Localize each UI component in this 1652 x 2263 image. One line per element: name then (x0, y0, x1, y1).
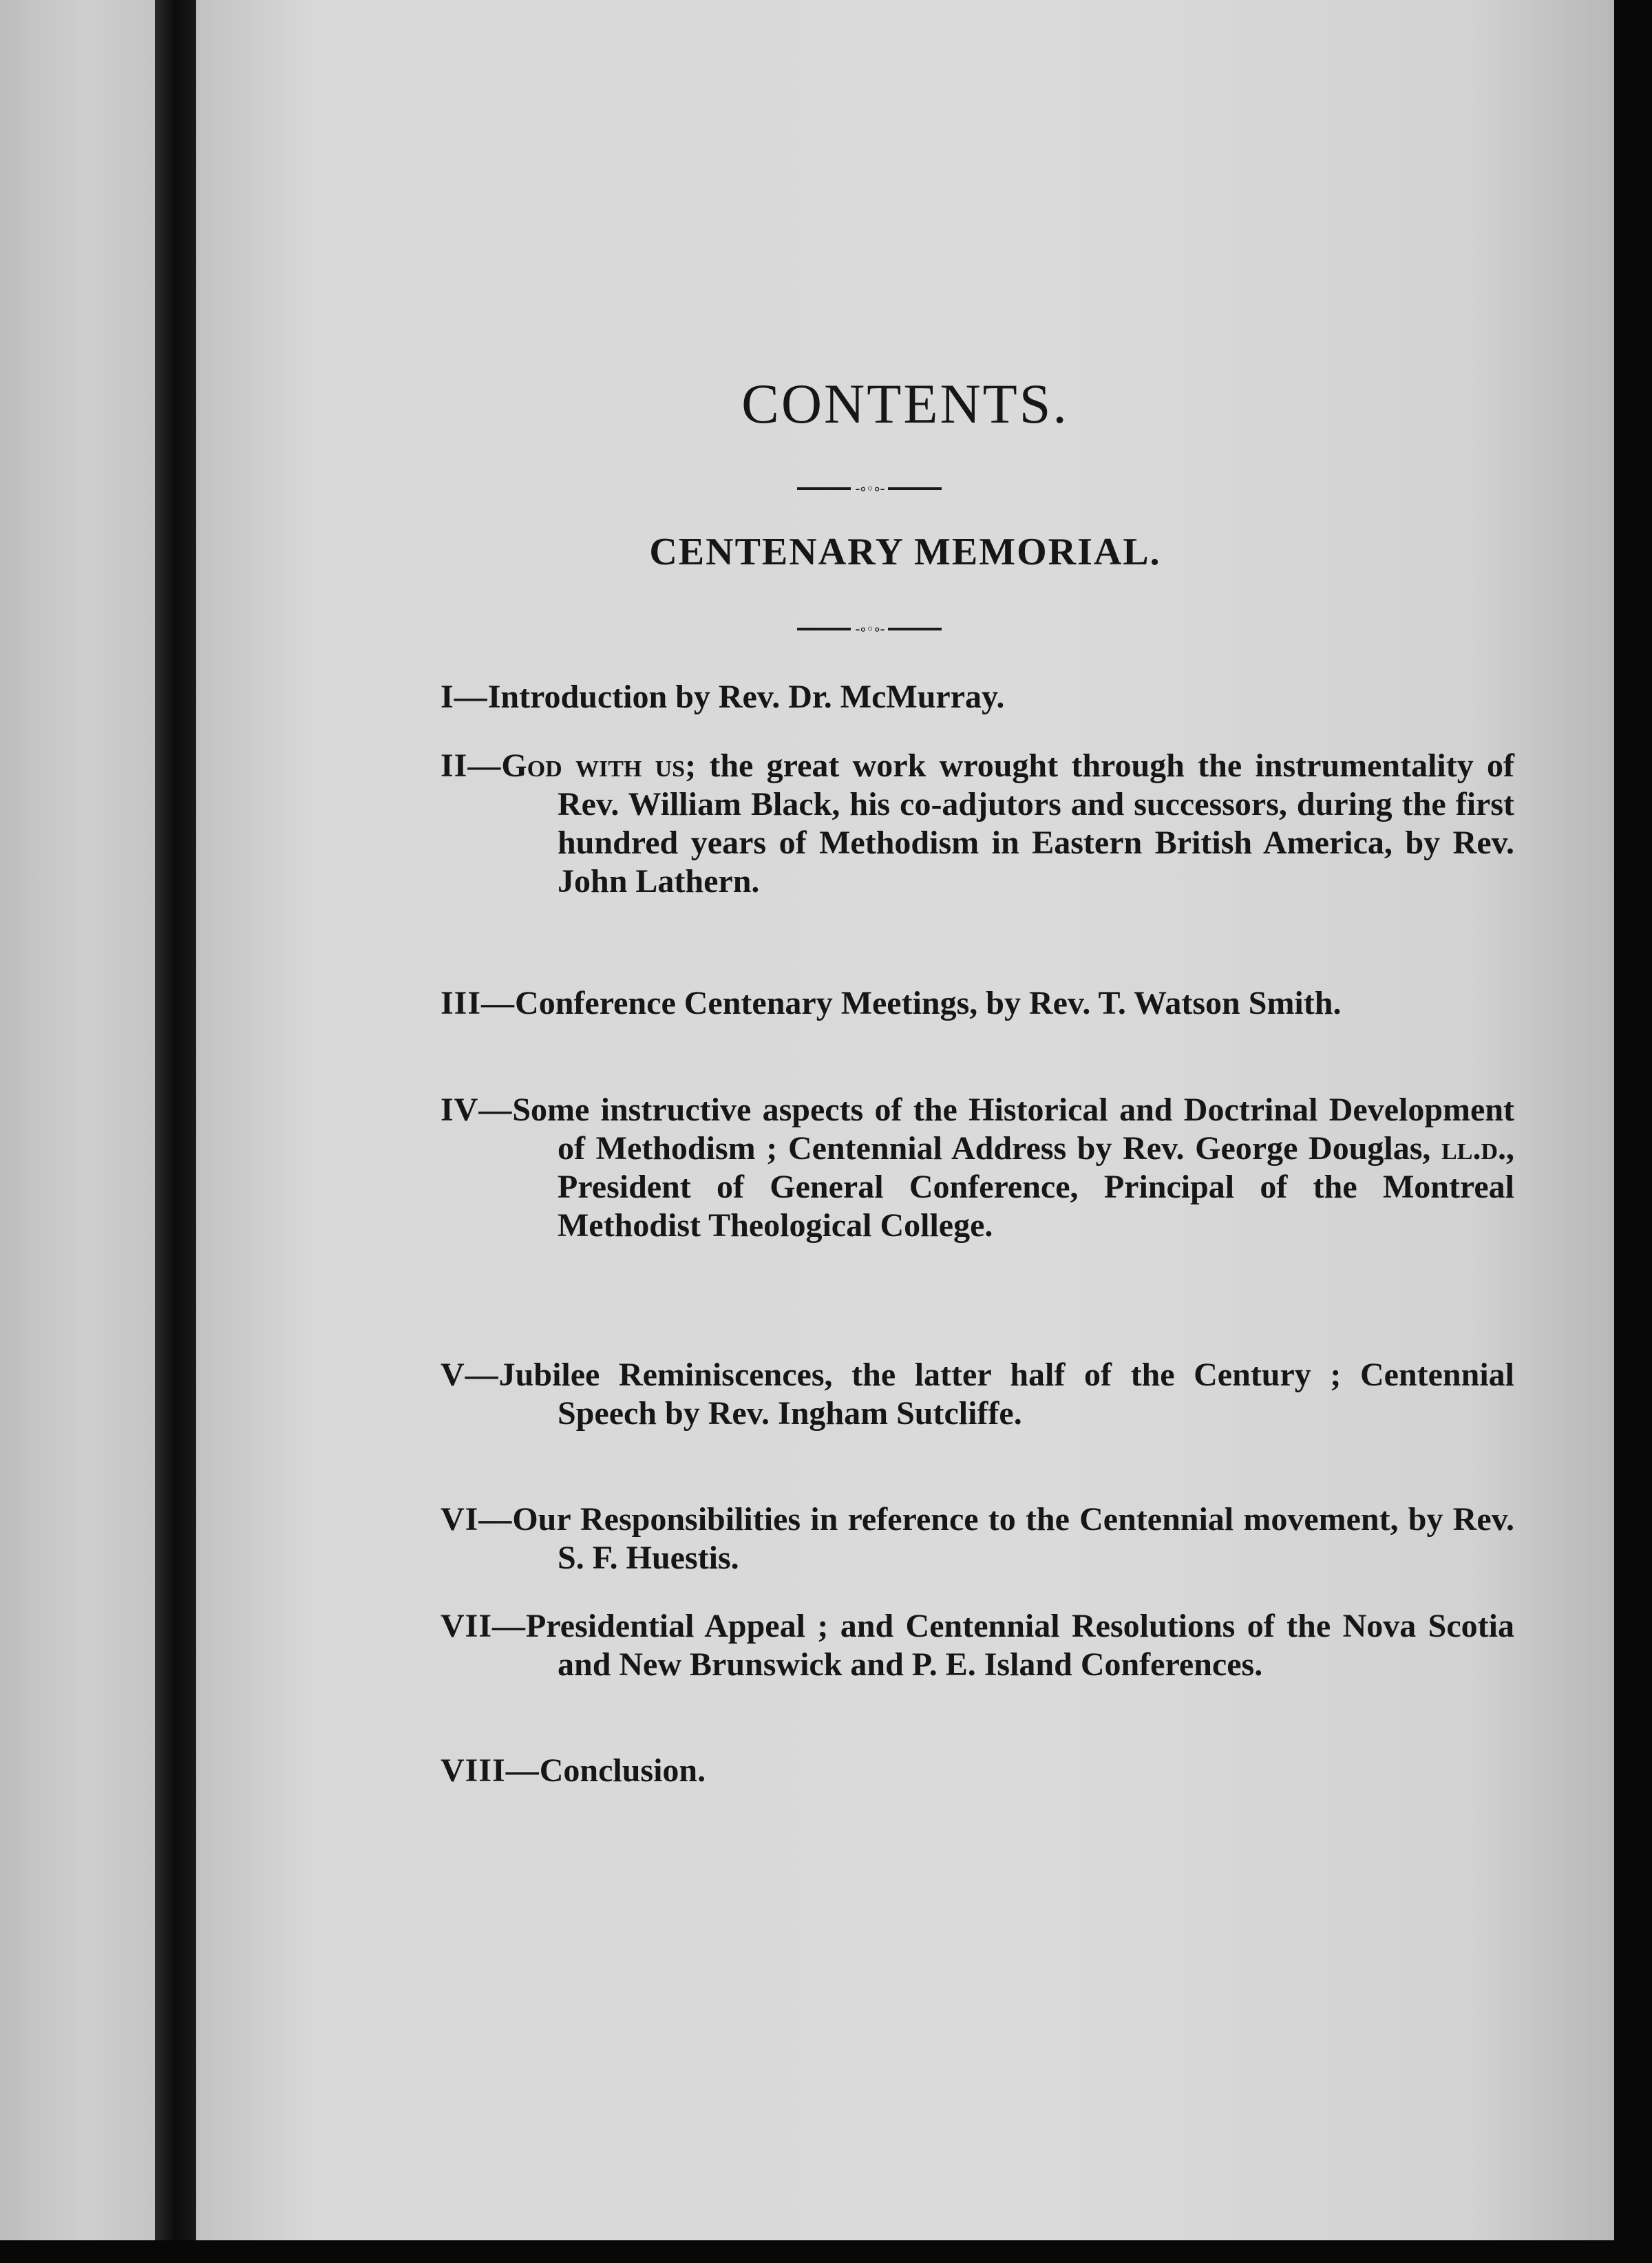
ornament-rule-left (797, 628, 851, 630)
entry-title: Conclusion. (539, 1752, 706, 1789)
ornament-rule-right (888, 628, 942, 630)
entry-numeral: VI— (441, 1501, 513, 1538)
entry-numeral: III— (441, 985, 516, 1021)
toc-entry-text (441, 1500, 1514, 1577)
toc-entry-iv (441, 1091, 1514, 1245)
entry-title: Some instructive aspects of the Historical and Doctrinal Development of Methodism ; Centennial Address by Rev. George Douglas, (512, 1092, 1514, 1167)
entry-title-continued: , President of General Conference, Principal of the Montreal Methodist Theological College. (558, 1130, 1515, 1244)
toc-entry-i (441, 678, 1514, 716)
bottom-scan-border (0, 2240, 1652, 2263)
toc-entry-viii (441, 1752, 1514, 1790)
toc-entry-ii (441, 747, 1514, 901)
toc-entry-text (441, 747, 1514, 901)
toc-entry-text (441, 1752, 1514, 1790)
entry-numeral: I— (441, 679, 488, 715)
entry-title: Presidential Appeal ; and Centennial Resolutions of the Nova Scotia and New Brunswick and P. E. Island Conferences. (526, 1608, 1514, 1683)
toc-entry-vii (441, 1607, 1514, 1684)
entry-numeral: IV— (441, 1092, 513, 1128)
toc-entry-text (441, 1356, 1514, 1433)
page-title: CONTENTS. (741, 372, 1069, 435)
toc-entry-vi (441, 1500, 1514, 1577)
right-scan-border (1614, 0, 1652, 2263)
toc-entry-iii (441, 984, 1514, 1023)
entry-title: Conference Centenary Meetings, by Rev. T. Watson Smith. (515, 985, 1342, 1021)
toc-entry-text (441, 1091, 1514, 1245)
ornament-rule-left (797, 487, 851, 490)
entry-title: Jubilee Reminiscences, the latter half of the Century ; Centennial Speech by Rev. Ingham Sutcliffe. (498, 1357, 1514, 1432)
entry-degree: ll.d. (1441, 1130, 1507, 1167)
entry-numeral: VIII— (441, 1752, 540, 1789)
entry-title: ; the great work wrought through the instrumentality of Rev. William Black, his co-adjutors and successors, during the first hundred years of Methodism in Eastern British America, by Rev. John Lathern. (558, 747, 1515, 900)
facing-page-edge (0, 0, 155, 2240)
entry-lead: God with us (501, 747, 686, 784)
entry-title: Introduction by Rev. Dr. McMurray. (487, 679, 1005, 715)
toc-entry-text (441, 984, 1514, 1023)
toc-entry-text (441, 1607, 1514, 1684)
toc-entry-text (441, 678, 1514, 716)
contents-page (196, 0, 1614, 2240)
section-title: CENTENARY MEMORIAL. (649, 531, 1161, 573)
ornament-dots: -∘◦∘- (855, 621, 884, 637)
entry-numeral: II— (441, 747, 502, 784)
book-gutter (155, 0, 196, 2263)
ornament-divider (797, 622, 942, 636)
entry-numeral: V— (441, 1357, 499, 1393)
ornament-divider (797, 482, 942, 496)
ornament-rule-right (888, 487, 942, 490)
entry-title: Our Responsibilities in reference to the Centennial movement, by Rev. S. F. Huestis. (512, 1501, 1514, 1576)
entry-numeral: VII— (441, 1608, 527, 1644)
ornament-dots: -∘◦∘- (855, 480, 884, 497)
toc-entry-v (441, 1356, 1514, 1433)
